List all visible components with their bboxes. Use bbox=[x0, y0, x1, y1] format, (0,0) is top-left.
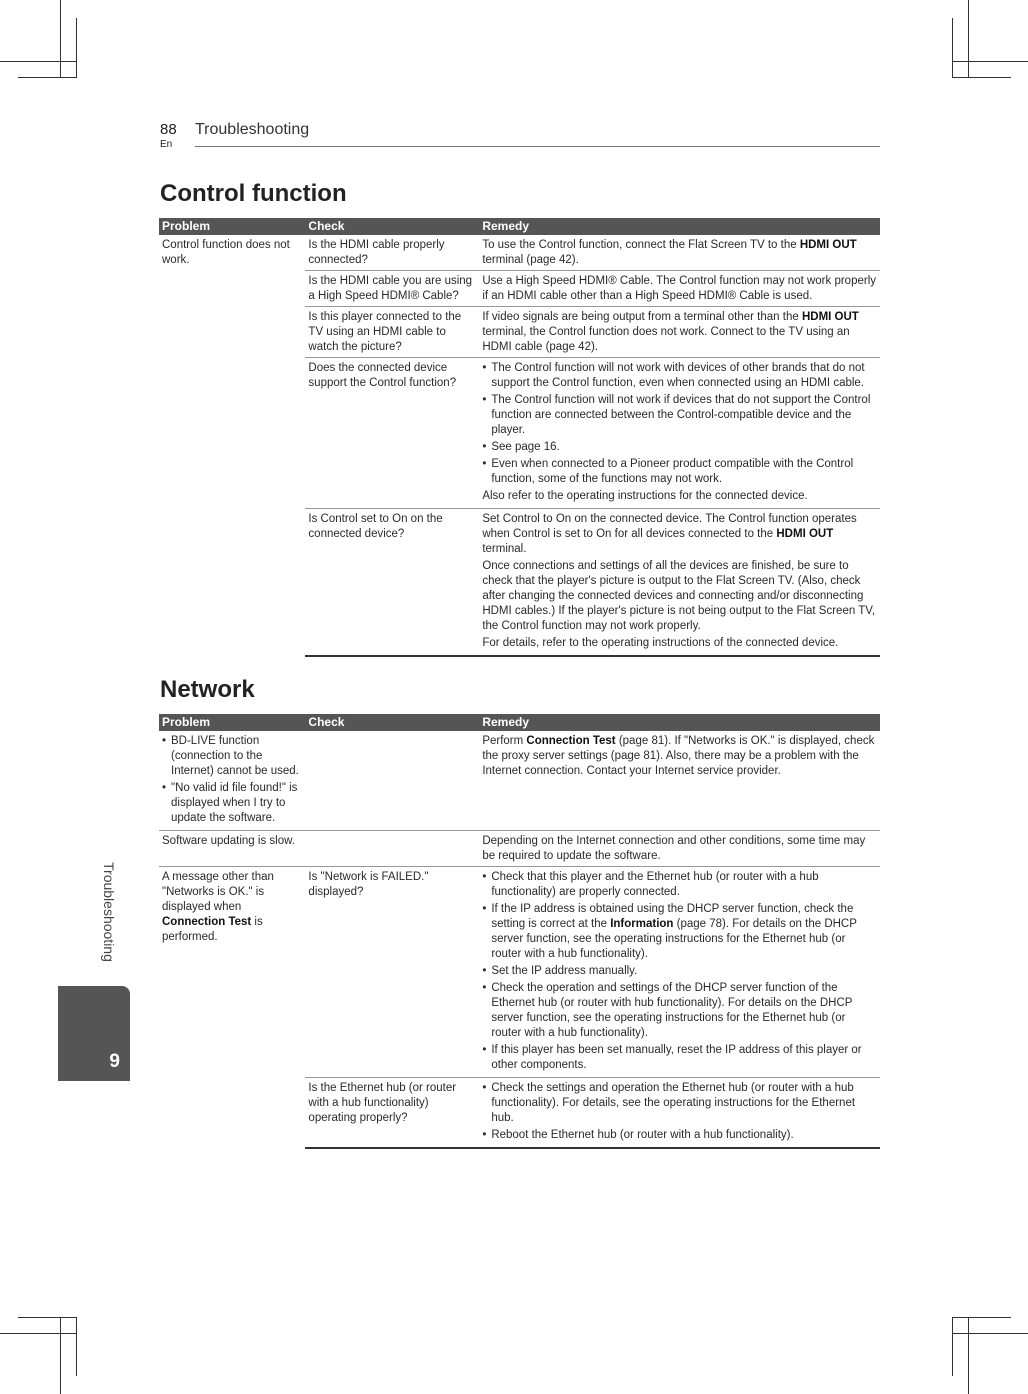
list-item: • The Control function will not work if devices that do not support the Control function are connected between the Control-compatible device and the player. bbox=[482, 393, 877, 438]
remedy-note: Also refer to the operating instructions for the connected device. bbox=[482, 490, 808, 502]
col-header-remedy: Remedy bbox=[479, 714, 880, 731]
crop-mark bbox=[952, 1317, 1011, 1318]
language-code: En bbox=[160, 139, 173, 150]
list-item: • Even when connected to a Pioneer product compatible with the Control function, some of the functions may not work. bbox=[482, 457, 877, 487]
crop-mark bbox=[952, 77, 1011, 78]
list-item: • The Control function will not work with devices of other brands that do not support the Control function, even when connected using an HDMI cable. bbox=[482, 361, 877, 391]
list-item: • If this player has been set manually, reset the IP address of this player or other components. bbox=[482, 1043, 877, 1073]
list-item: • "No valid id file found!" is displayed when I try to update the software. bbox=[162, 781, 302, 826]
crop-mark bbox=[0, 1333, 77, 1334]
chapter-number: 9 bbox=[109, 1051, 120, 1072]
remedy-cell: Use a High Speed HDMI® Cable. The Control function may not work properly if an HDMI cable other than a High Speed HDMI® Cable is used. bbox=[479, 271, 880, 307]
network-table bbox=[159, 714, 880, 1149]
list-item: • BD-LIVE function (connection to the Internet) cannot be used. bbox=[162, 734, 302, 779]
col-header-check: Check bbox=[305, 714, 479, 731]
list-item: • See page 16. bbox=[482, 440, 877, 455]
crop-mark bbox=[60, 1317, 61, 1394]
side-section-label: Troubleshooting bbox=[101, 862, 117, 962]
bullet-list bbox=[482, 361, 877, 487]
problem-cell bbox=[159, 731, 305, 831]
control-table bbox=[159, 218, 880, 657]
table-row bbox=[159, 867, 880, 1078]
crop-mark bbox=[18, 77, 77, 78]
remedy-paragraph: Set Control to On on the connected device. The Control function operates when Control is set to On for all devices connected to the HDMI OUT terminal. bbox=[482, 513, 857, 555]
remedy-cell: Depending on the Internet connection and other conditions, some time may be required to update the software. bbox=[479, 831, 880, 867]
table-row bbox=[159, 235, 880, 271]
crop-mark bbox=[952, 61, 1028, 62]
check-cell: Is the HDMI cable you are using a High Speed HDMI® Cable? bbox=[305, 271, 479, 307]
crop-mark bbox=[18, 1317, 77, 1318]
remedy-cell: Perform Connection Test (page 81). If "Networks is OK." is displayed, check the proxy server settings (page 81). Also, there may be a problem with the Internet connection. Contact your Internet service provider. bbox=[482, 735, 875, 777]
list-item: • Check that this player and the Ethernet hub (or router with a hub functionality) are properly connected. bbox=[482, 870, 877, 900]
crop-mark bbox=[952, 18, 953, 77]
remedy-paragraph: For details, refer to the operating instructions of the connected device. bbox=[482, 637, 839, 649]
remedy-cell bbox=[479, 1078, 880, 1149]
problem-cell: A message other than "Networks is OK." is displayed when Connection Test is performed. bbox=[159, 867, 305, 1149]
crop-mark bbox=[952, 1333, 1028, 1334]
crop-mark bbox=[968, 1317, 969, 1394]
list-item: • Set the IP address manually. bbox=[482, 964, 877, 979]
check-cell: Does the connected device support the Control function? bbox=[305, 358, 479, 509]
running-header: Troubleshooting bbox=[195, 121, 310, 138]
col-header-problem: Problem bbox=[159, 714, 305, 731]
header-rule bbox=[195, 146, 880, 147]
crop-mark bbox=[60, 0, 61, 77]
page-number: 88 bbox=[160, 121, 177, 138]
crop-mark bbox=[952, 1317, 953, 1376]
list-item: • Check the settings and operation the Ethernet hub (or router with a hub functionality). For details, see the operating instructions for the Ethernet hub. bbox=[482, 1081, 877, 1126]
crop-mark bbox=[968, 0, 969, 77]
problem-cell: Software updating is slow. bbox=[159, 831, 305, 867]
list-item: • Reboot the Ethernet hub (or router with a hub functionality). bbox=[482, 1128, 877, 1143]
section-title-network: Network bbox=[160, 676, 255, 703]
bullet-list bbox=[482, 870, 877, 1073]
check-cell bbox=[305, 831, 479, 867]
check-cell: Is "Network is FAILED." displayed? bbox=[305, 867, 479, 1078]
check-cell bbox=[305, 731, 479, 831]
check-cell: Is the Ethernet hub (or router with a hub functionality) operating properly? bbox=[305, 1078, 479, 1149]
col-header-problem: Problem bbox=[159, 218, 305, 235]
table-row bbox=[159, 831, 880, 867]
col-header-remedy: Remedy bbox=[479, 218, 880, 235]
chapter-tab bbox=[58, 986, 130, 1081]
check-cell: Is Control set to On on the connected device? bbox=[305, 509, 479, 657]
crop-mark bbox=[76, 1317, 77, 1376]
table-header-row bbox=[159, 218, 880, 235]
remedy-cell bbox=[479, 867, 880, 1078]
col-header-check: Check bbox=[305, 218, 479, 235]
crop-mark bbox=[76, 18, 77, 77]
list-item: • Check the operation and settings of the DHCP server function of the Ethernet hub (or router with hub functionality). For details on the DHCP server function, see the operating instructions for the Ethernet hub (or router with a hub functionality). bbox=[482, 981, 877, 1041]
check-cell: Is the HDMI cable properly connected? bbox=[308, 239, 445, 266]
check-cell: Is this player connected to the TV using an HDMI cable to watch the picture? bbox=[305, 307, 479, 358]
table-header-row bbox=[159, 714, 880, 731]
problem-cell: Control function does not work. bbox=[162, 239, 290, 266]
crop-mark bbox=[0, 61, 77, 62]
remedy-paragraph: Once connections and settings of all the devices are finished, be sure to check that the player's picture is output to the Flat Screen TV. (Also, check after changing the connected devices and connecting and/or disconnecting HDMI cables.) If the player's picture is not being output to the Flat Screen TV, the Control function may not work properly. bbox=[482, 560, 876, 632]
remedy-cell: If video signals are being output from a terminal other than the HDMI OUT terminal, the Control function does not work. Connect to the TV using an HDMI cable (page 42). bbox=[479, 307, 880, 358]
remedy-cell bbox=[479, 509, 880, 657]
bullet-list bbox=[162, 734, 302, 826]
list-item: • If the IP address is obtained using the DHCP server function, check the setting is correct at the Information (page 78). For details on the DHCP server function, see the operating instructions for the Ethernet hub (or router with a hub functionality). bbox=[482, 902, 877, 962]
table-row bbox=[159, 731, 880, 831]
bullet-list bbox=[482, 1081, 877, 1143]
remedy-cell: To use the Control function, connect the Flat Screen TV to the HDMI OUT terminal (page 42). bbox=[482, 239, 857, 266]
remedy-cell bbox=[479, 358, 880, 509]
section-title-control: Control function bbox=[160, 180, 347, 207]
